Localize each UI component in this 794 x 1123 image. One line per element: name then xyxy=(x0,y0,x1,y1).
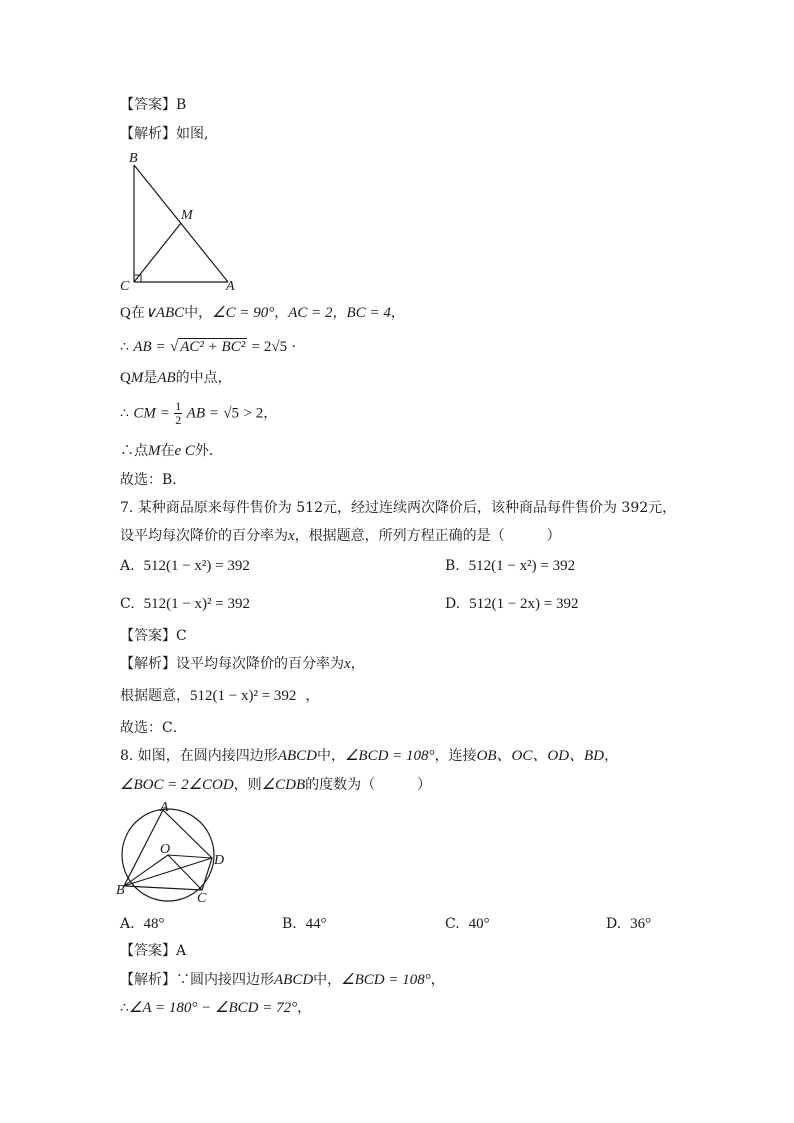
point-m-label: M xyxy=(181,208,193,223)
point-o-label: O xyxy=(160,842,171,857)
q6-step1: Q在∨ABC中，∠C = 90°，AC = 2，BC = 4， xyxy=(120,305,405,321)
point-d-label: D xyxy=(214,853,225,868)
q8-stem-line1: 8. 如图，在圆内接四边形ABCD中，∠BCD = 108°，连接OB、OC、OD、BD， xyxy=(120,748,619,764)
q6-step2: ∴ AB = √ AC² + BC² = 2√5 · xyxy=(120,339,297,355)
q7-stem-line2: 设平均每次降价的百分率为x，根据题意，所列方程正确的是（ ） xyxy=(120,528,561,544)
fraction-one-half: $\frac{1}{2}$ xyxy=(175,399,182,427)
q6-analysis-intro: 【解析】如图, xyxy=(120,126,209,142)
q7-option-c: C. 512(1 − x)² = 392 xyxy=(120,596,250,612)
q7-stem-line1: 7. 某种商品原来每件售价为 512元，经过连续两次降价后，该种商品每件售价为 392元， xyxy=(120,500,677,516)
q6-step5: ∴点M在e C外． xyxy=(120,443,223,459)
q7-analysis: 【解析】设平均每次降价的百分率为x， xyxy=(120,656,365,672)
right-triangle-diagram xyxy=(115,148,245,294)
q8-option-b: B. 44° xyxy=(282,916,327,932)
q8-analysis-step2: ∴∠A = 180° − ∠BCD = 72°， xyxy=(120,1000,312,1016)
point-a-label: A xyxy=(226,279,235,294)
q6-step3: QM是AB的中点， xyxy=(120,370,232,386)
q8-option-c: C. 40° xyxy=(445,916,490,932)
answer-label: 【答案】 xyxy=(120,97,176,113)
q7-option-a: A. 512(1 − x²) = 392 xyxy=(120,558,250,574)
point-b-label: B xyxy=(116,883,125,898)
point-a-label: A xyxy=(160,800,169,815)
q8-answer: 【答案】A xyxy=(120,943,187,959)
q8-stem-line2: ∠BOC = 2∠COD，则∠CDB的度数为（ ） xyxy=(120,777,432,793)
point-c-label: C xyxy=(197,891,207,906)
q7-conclusion: 故选：C． xyxy=(120,720,187,736)
q7-analysis-equation: 根据题意，512(1 − x)² = 392 ， xyxy=(120,688,320,704)
q8-option-a: A. 48° xyxy=(120,916,165,932)
answer-value: B xyxy=(176,97,187,113)
q8-option-d: D. 36° xyxy=(606,916,652,932)
point-b-label: B xyxy=(129,151,138,166)
point-c-label: C xyxy=(120,279,130,294)
inscribed-quadrilateral-diagram xyxy=(112,798,232,908)
analysis-label: 【解析】 xyxy=(120,126,176,142)
q8-analysis: 【解析】∵圆内接四边形ABCD中，∠BCD = 108°， xyxy=(120,972,445,988)
q7-option-b: B. 512(1 − x²) = 392 xyxy=(445,558,576,574)
q7-option-d: D. 512(1 − 2x) = 392 xyxy=(445,596,579,612)
q6-step4: ∴ CM = $\frac{1}{2}$ AB = √5 > 2， xyxy=(120,399,278,427)
q6-answer xyxy=(120,95,186,115)
q7-answer: 【答案】C xyxy=(120,628,187,644)
q6-conclusion: 故选：B． xyxy=(120,472,187,488)
